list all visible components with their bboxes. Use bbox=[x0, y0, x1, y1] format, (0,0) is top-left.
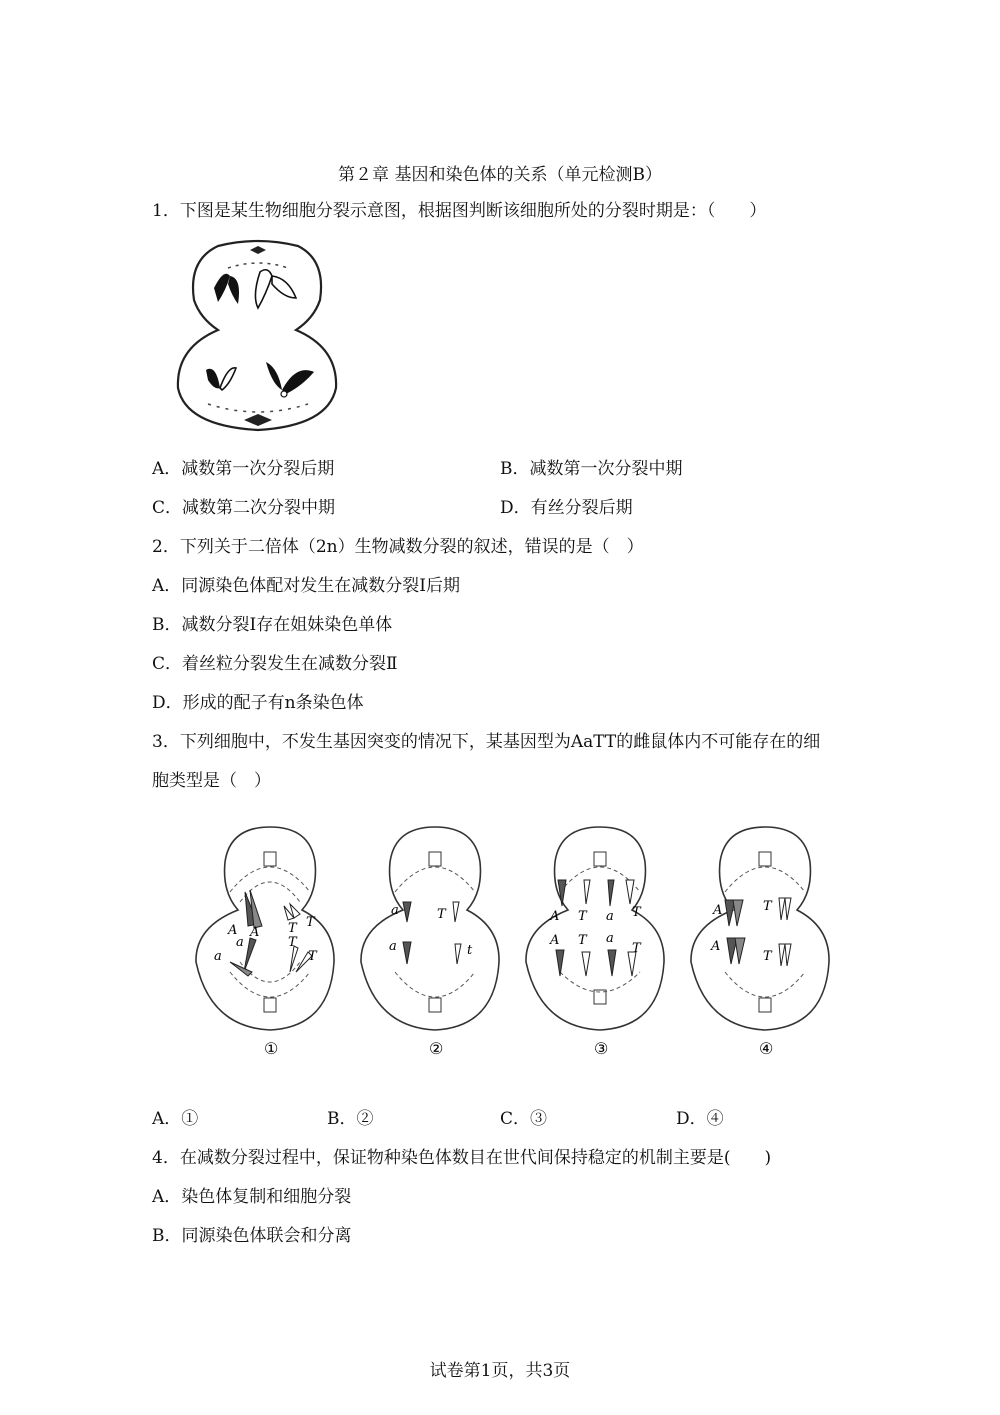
cell-4-gene-label: A bbox=[711, 939, 721, 954]
cell-4-gene-label: T bbox=[763, 949, 772, 964]
q3-cell-diagrams bbox=[190, 822, 840, 1062]
q1-option-c[interactable]: C．减数第二次分裂中期 bbox=[152, 498, 336, 518]
cell-4-diagram bbox=[691, 827, 829, 1058]
cell-4-gene-label: A bbox=[713, 903, 723, 918]
cell-4-gene-label: T bbox=[763, 899, 772, 914]
q3-option-d[interactable]: D．④ bbox=[676, 1109, 724, 1129]
cell-3-gene-label: A bbox=[550, 933, 560, 948]
question-3-stem-line1: 3．下列细胞中，不发生基因突变的情况下，某基因型为AaTT的雌鼠体内不可能存在的细 bbox=[152, 732, 821, 752]
cell-1-diagram bbox=[196, 827, 334, 1058]
cell-1-gene-label: T bbox=[308, 949, 317, 964]
q1-option-d[interactable]: D．有丝分裂后期 bbox=[500, 498, 633, 518]
cell-3-gene-label: T bbox=[632, 941, 641, 956]
cell-1-gene-label: A bbox=[228, 923, 238, 938]
cell-2-gene-label: a bbox=[391, 903, 399, 918]
q2-option-b[interactable]: B．减数分裂Ⅰ存在姐妹染色单体 bbox=[152, 615, 393, 635]
cell-1-gene-label: T bbox=[306, 915, 315, 930]
q1-cell-diagram bbox=[168, 238, 348, 433]
q4-option-a[interactable]: A．染色体复制和细胞分裂 bbox=[152, 1187, 352, 1207]
q3-option-c[interactable]: C．③ bbox=[500, 1109, 548, 1129]
cell-3-gene-label: A bbox=[550, 909, 560, 924]
page-title: 第２章 基因和染色体的关系（单元检测B） bbox=[338, 165, 662, 185]
cell-2-label: ② bbox=[429, 1039, 444, 1058]
cell-3-diagram bbox=[526, 827, 664, 1058]
cell-2-gene-label: T bbox=[437, 907, 446, 922]
q2-option-d[interactable]: D．形成的配子有n条染色体 bbox=[152, 693, 364, 713]
cell-3-gene-label: T bbox=[578, 933, 587, 948]
cell-1-label: ① bbox=[264, 1039, 279, 1058]
q4-option-b[interactable]: B．同源染色体联会和分离 bbox=[152, 1226, 352, 1246]
q1-option-a[interactable]: A．减数第一次分裂后期 bbox=[152, 459, 335, 479]
cell-1-gene-label: T bbox=[288, 921, 297, 936]
page-footer: 试卷第1页，共3页 bbox=[429, 1361, 571, 1381]
cell-3-gene-label: T bbox=[578, 909, 587, 924]
cell-1-gene-label: a bbox=[236, 935, 244, 950]
cell-3-gene-label: T bbox=[632, 905, 641, 920]
cell-2-gene-label: t bbox=[467, 943, 473, 958]
question-1-stem: 1．下图是某生物细胞分裂示意图，根据图判断该细胞所处的分裂时期是：（ ） bbox=[152, 201, 767, 221]
q2-option-a[interactable]: A．同源染色体配对发生在减数分裂Ⅰ后期 bbox=[152, 576, 460, 596]
q2-option-c[interactable]: C．着丝粒分裂发生在减数分裂Ⅱ bbox=[152, 654, 398, 674]
question-2-stem: 2．下列关于二倍体（2n）生物减数分裂的叙述，错误的是（ ） bbox=[152, 537, 644, 557]
cell-1-gene-label: A bbox=[250, 925, 260, 940]
cell-2-gene-label: a bbox=[389, 939, 397, 954]
cell-3-label: ③ bbox=[594, 1039, 609, 1058]
cell-4-label: ④ bbox=[759, 1039, 774, 1058]
cell-3-gene-label: a bbox=[606, 931, 614, 946]
q3-option-b[interactable]: B．② bbox=[327, 1109, 374, 1129]
cell-1-gene-label: a bbox=[214, 949, 222, 964]
cell-2-diagram bbox=[361, 827, 499, 1058]
question-3-stem-line2: 胞类型是（ ） bbox=[152, 771, 271, 791]
cell-1-gene-label: T bbox=[288, 935, 297, 950]
question-4-stem: 4．在减数分裂过程中，保证物种染色体数目在世代间保持稳定的机制主要是( ) bbox=[152, 1148, 772, 1168]
q1-option-b[interactable]: B．减数第一次分裂中期 bbox=[500, 459, 683, 479]
cell-3-gene-label: a bbox=[606, 909, 614, 924]
q3-option-a[interactable]: A．① bbox=[152, 1109, 199, 1129]
